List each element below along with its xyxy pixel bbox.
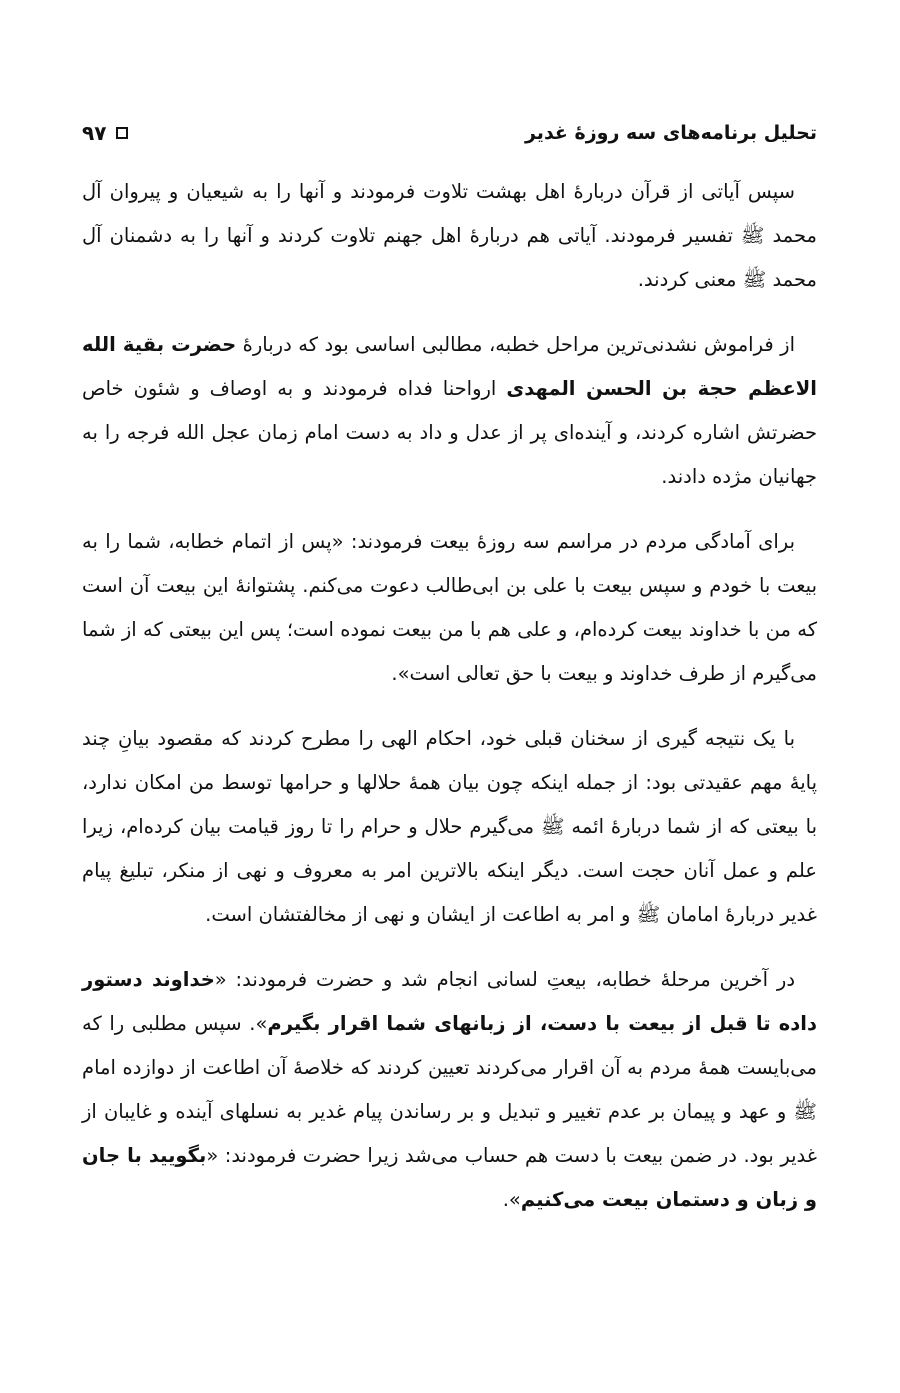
- page-number: ۹۷: [82, 121, 107, 145]
- square-ornament-icon: [116, 127, 128, 139]
- paragraph: [82, 323, 817, 499]
- body-text: [82, 170, 817, 1222]
- paragraph-text: ».: [502, 1188, 521, 1211]
- bold-text: خداوند دستور داده تا قبل از بیعت با دست، از زبانهای شما اقرار بگیرم: [82, 968, 817, 1035]
- paragraph-text: با یک نتیجه گیری از سخنان قبلی خود، احکام الهی را مطرح کردند که مقصود بیانِ چند پایهٔ مهم عقیدتی بود: از جمله اینکه چون بیان همهٔ حلالها و حرامها توسط من امکان ندارد، با بیعتی که از شما دربارهٔ ائمه ﷺ می‌گیرم حلال و حرام را تا روز قیامت بیان کرده‌ام، زیرا علم و عمل آنان حجت است. دیگر اینکه بالاترین امر به معروف و نهی از منکر، تبلیغ پیام غدیر دربارهٔ امامان ﷺ و امر به اطاعت از ایشان و نهی از مخالفتشان است.: [82, 727, 817, 926]
- bold-text: حضرت بقیة الله الاعظم حجة بن الحسن المهدی: [82, 333, 817, 400]
- paragraph: [82, 520, 817, 696]
- running-head-ornament: [82, 121, 128, 145]
- running-head: [82, 110, 817, 156]
- paragraph: [82, 170, 817, 302]
- book-page: [82, 110, 817, 1340]
- paragraph-text: ارواحنا فداه فرمودند و به اوصاف و شئون خاص حضرتش اشاره کردند، و آینده‌ای پر از عدل و داد به دست امام زمان عجل الله فرجه را به جهانیان مژده دادند.: [82, 377, 817, 488]
- paragraph-text: از فراموش نشدنی‌ترین مراحل خطبه، مطالبی اساسی بود که دربارهٔ: [236, 333, 795, 356]
- paragraph-text: سپس آیاتی از قرآن دربارهٔ اهل بهشت تلاوت فرمودند و آنها را به شیعیان و پیروان آل محمد ﷺ تفسیر فرمودند. آیاتی هم دربارهٔ اهل جهنم تلاوت کردند و آنها را به دشمنان آل محمد ﷺ معنی کردند.: [82, 180, 817, 291]
- paragraph-text: برای آمادگی مردم در مراسم سه روزهٔ بیعت فرمودند: «پس از اتمام خطابه، شما را به بیعت با خودم و سپس بیعت با علی بن ابی‌طالب دعوت می‌کنم. پشتوانهٔ این بیعت آن است که من با خداوند بیعت کرده‌ام، و علی هم با من بیعت نموده است؛ پس این بیعتی که از شما می‌گیرم از طرف خداوند و بیعت با حق تعالی است».: [82, 530, 817, 685]
- running-head-title: تحلیل برنامه‌های سه روزهٔ غدیر: [524, 122, 817, 144]
- paragraph-text: در آخرین مرحلهٔ خطابه، بیعتِ لسانی انجام شد و حضرت فرمودند: «: [214, 968, 795, 991]
- paragraph-text: ». سپس مطلبی را که می‌بایست همهٔ مردم به آن اقرار می‌کردند تعیین کردند که خلاصهٔ آن اطاعت از دوازده امام ﷺ و عهد و پیمان بر عدم تغییر و تبدیل و بر رساندن پیام غدیر به نسلهای آینده و غایبان از غدیر بود. در ضمن بیعت با دست هم حساب می‌شد زیرا حضرت فرمودند: «: [82, 1012, 817, 1167]
- paragraph: [82, 958, 817, 1222]
- bold-text: بگویید با جان و زبان و دستمان بیعت می‌کنیم: [82, 1144, 817, 1211]
- paragraph: [82, 717, 817, 937]
